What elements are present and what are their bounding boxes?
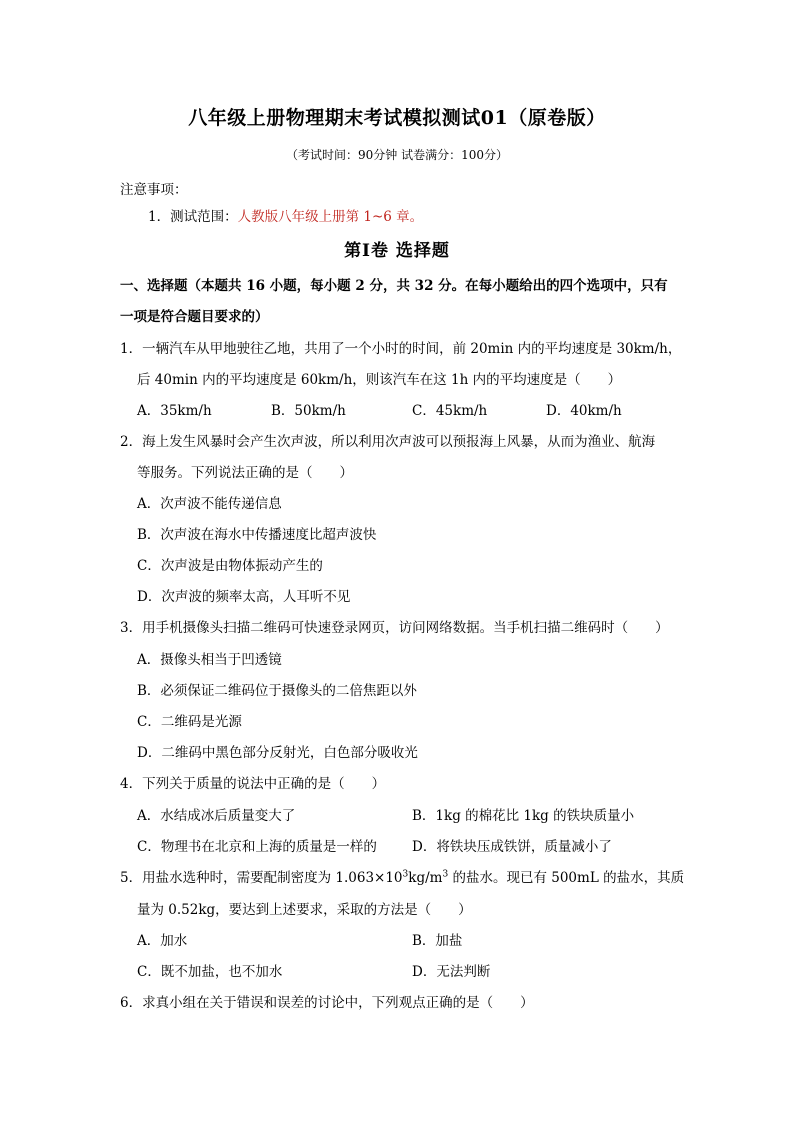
question-5-stem-line2: 量为 0.52kg，要达到上述要求，采取的方法是（ ） — [137, 902, 472, 918]
notes-item-1-prefix: 1．测试范围： — [148, 209, 238, 225]
question-3-option-b: B．必须保证二维码位于摄像头的二倍焦距以外 — [137, 683, 417, 699]
question-6-stem: 6．求真小组在关于错误和误差的讨论中，下列观点正确的是（ ） — [120, 995, 534, 1011]
question-3-stem: 3．用手机摄像头扫描二维码可快速登录网页，访问网络数据。当手机扫描二维码时（ ） — [120, 620, 669, 636]
section-title: 第Ⅰ卷 选择题 — [344, 241, 450, 261]
question-5-exponent-2: 3 — [442, 869, 449, 880]
question-1-option-a: A．35km/h — [137, 403, 212, 419]
question-5-stem — [120, 866, 684, 886]
question-2-option-c: C．次声波是由物体振动产生的 — [137, 558, 323, 574]
question-1-stem-line2: 后 40min 内的平均速度是 60km/h，则该汽车在这 1h 内的平均速度是（ ） — [137, 372, 622, 388]
question-4-option-d: D．将铁块压成铁饼，质量减小了 — [412, 839, 612, 855]
question-2-option-d: D．次声波的频率太高，人耳听不见 — [137, 589, 351, 605]
question-2-option-a: A．次声波不能传递信息 — [137, 496, 282, 512]
notes-item-1 — [148, 205, 423, 225]
question-5-exponent-1: 3 — [402, 869, 409, 880]
part1-instructions-line2: 一项是符合题目要求的） — [120, 309, 269, 325]
question-5-stem-part2: 的盐水。现已有 500mL 的盐水，其质 — [448, 870, 685, 886]
question-1-option-c: C．45km/h — [412, 403, 488, 419]
notes-heading: 注意事项： — [120, 182, 188, 198]
question-1-option-b: B．50km/h — [271, 403, 346, 419]
question-5-stem-part1: 5．用盐水选种时，需要配制密度为 1.063×10 — [120, 870, 403, 886]
question-4-option-b: B．1kg 的棉花比 1kg 的铁块质量小 — [412, 808, 635, 824]
question-4-option-c: C．物理书在北京和上海的质量是一样的 — [137, 839, 377, 855]
question-5-option-c: C．既不加盐，也不加水 — [137, 964, 283, 980]
question-5-stem-unit: kg/m — [408, 870, 443, 886]
notes-item-1-scope: 人教版八年级上册第 1~6 章。 — [237, 209, 424, 225]
question-1-option-d: D．40km/h — [546, 403, 622, 419]
question-5-option-b: B．加盐 — [412, 933, 463, 949]
page-title: 八年级上册物理期末考试模拟测试01（原卷版） — [188, 107, 606, 129]
question-2-option-b: B．次声波在海水中传播速度比超声波快 — [137, 527, 377, 543]
exam-info: （考试时间：90分钟 试卷满分：100分） — [286, 148, 508, 162]
question-3-option-c: C．二维码是光源 — [137, 714, 242, 730]
question-4-option-a: A．水结成冰后质量变大了 — [137, 808, 296, 824]
question-4-stem: 4．下列关于质量的说法中正确的是（ ） — [120, 776, 386, 792]
question-5-option-a: A．加水 — [137, 933, 188, 949]
question-3-option-d: D．二维码中黑色部分反射光，白色部分吸收光 — [137, 745, 418, 761]
question-2-stem-line2: 等服务。下列说法正确的是（ ） — [137, 465, 353, 481]
question-3-option-a: A．摄像头相当于凹透镜 — [137, 652, 282, 668]
question-5-option-d: D．无法判断 — [412, 964, 491, 980]
question-2-stem: 2．海上发生风暴时会产生次声波，所以利用次声波可以预报海上风暴，从而为渔业、航海 — [120, 434, 656, 450]
question-1-stem: 1．一辆汽车从甲地驶往乙地，共用了一个小时的时间，前 20min 内的平均速度是 30km/h， — [120, 341, 682, 357]
part1-instructions-line1: 一、选择题（本题共 16 小题，每小题 2 分，共 32 分。在每小题给出的四个选项中，只有 — [120, 278, 668, 294]
